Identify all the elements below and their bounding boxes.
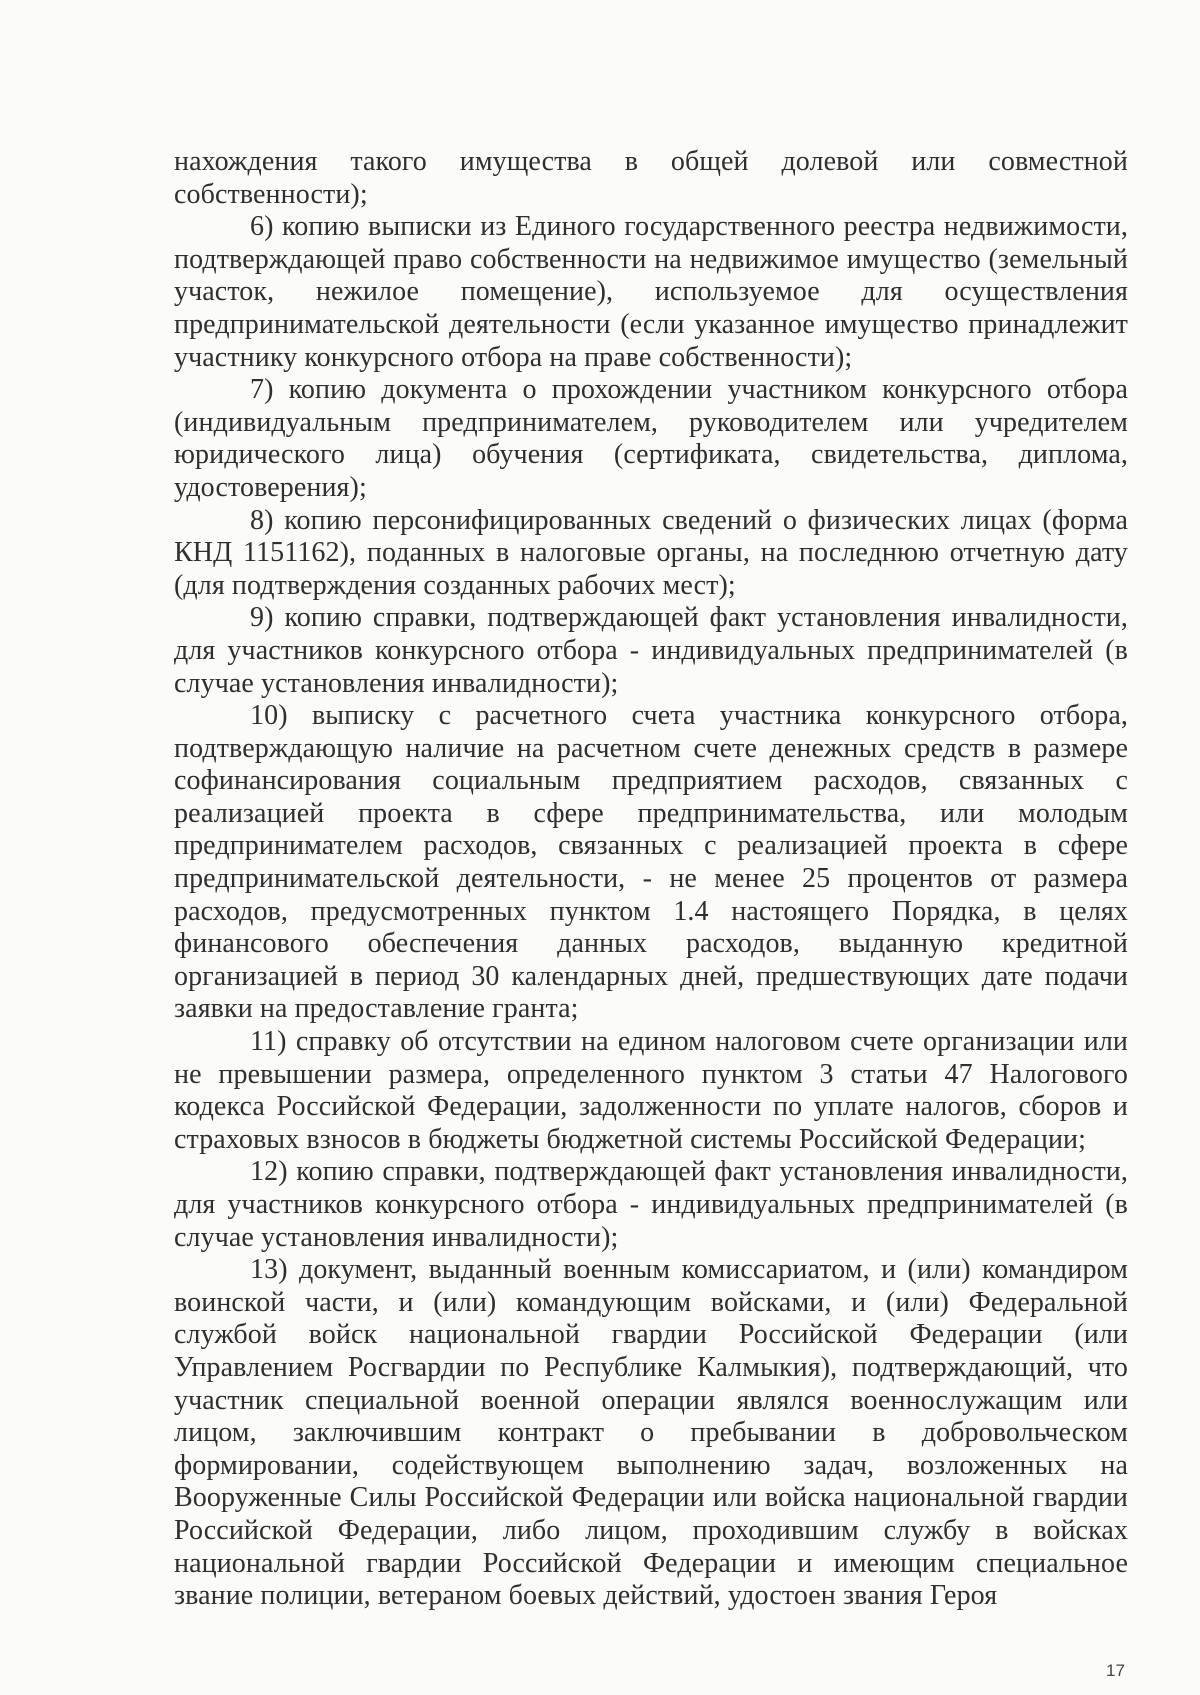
paragraph-item-13: 13) документ, выданный военным комиссариатом, и (или) командиром воинской части, и (или) командующим войсками, и (или) Федеральной службой войск национальной гвардии Российской Федерации (или Управлением Росгвардии по Республике Калмыкия), подтверждающий, что участник специальной военной операции являлся военнослужащим или лицом, заключившим контракт о пребывании в добровольческом формировании, содействующем выполнению задач, возложенных на Вооруженные Силы Российской Федерации или войска национальной гвардии Российской Федерации, либо лицом, проходившим службу в войсках национальной гвардии Российской Федерации и имеющим специальное звание полиции, ветераном боевых действий, удостоен звания Героя	[174, 1254, 1128, 1612]
paragraph-continuation: нахождения такого имущества в общей долевой или совместной собственности);	[174, 146, 1128, 210]
document-body	[174, 146, 1128, 1613]
paragraph-item-12: 12) копию справки, подтверждающей факт установления инвалидности, для участников конкурсного отбора - индивидуальных предпринимателей (в случае установления инвалидности);	[174, 1156, 1128, 1253]
paragraph-item-7: 7) копию документа о прохождении участником конкурсного отбора (индивидуальным предпринимателем, руководителем или учредителем юридического лица) обучения (сертификата, свидетельства, диплома, удостоверения);	[174, 374, 1128, 503]
page-number: 17	[1106, 1661, 1125, 1680]
paragraph-item-11: 11) справку об отсутствии на едином налоговом счете организации или не превышении размера, определенного пунктом 3 статьи 47 Налогового кодекса Российской Федерации, задолженности по уплате налогов, сборов и страховых взносов в бюджеты бюджетной системы Российской Федерации;	[174, 1026, 1128, 1155]
paragraph-item-10: 10) выписку с расчетного счета участника конкурсного отбора, подтверждающую наличие на расчетном счете денежных средств в размере софинансирования социальным предприятием расходов, связанных с реализацией проекта в сфере предпринимательства, или молодым предпринимателем расходов, связанных с реализацией проекта в сфере предпринимательской деятельности, - не менее 25 процентов от размера расходов, предусмотренных пунктом 1.4 настоящего Порядка, в целях финансового обеспечения данных расходов, выданную кредитной организацией в период 30 календарных дней, предшествующих дате подачи заявки на предоставление гранта;	[174, 700, 1128, 1025]
paragraph-item-6: 6) копию выписки из Единого государственного реестра недвижимости, подтверждающей право собственности на недвижимое имущество (земельный участок, нежилое помещение), используемое для осуществления предпринимательской деятельности (если указанное имущество принадлежит участнику конкурсного отбора на праве собственности);	[174, 211, 1128, 373]
paragraph-item-9: 9) копию справки, подтверждающей факт установления инвалидности, для участников конкурсного отбора - индивидуальных предпринимателей (в случае установления инвалидности);	[174, 602, 1128, 699]
paragraph-item-8: 8) копию персонифицированных сведений о физических лицах (форма КНД 1151162), поданных в налоговые органы, на последнюю отчетную дату (для подтверждения созданных рабочих мест);	[174, 504, 1128, 601]
